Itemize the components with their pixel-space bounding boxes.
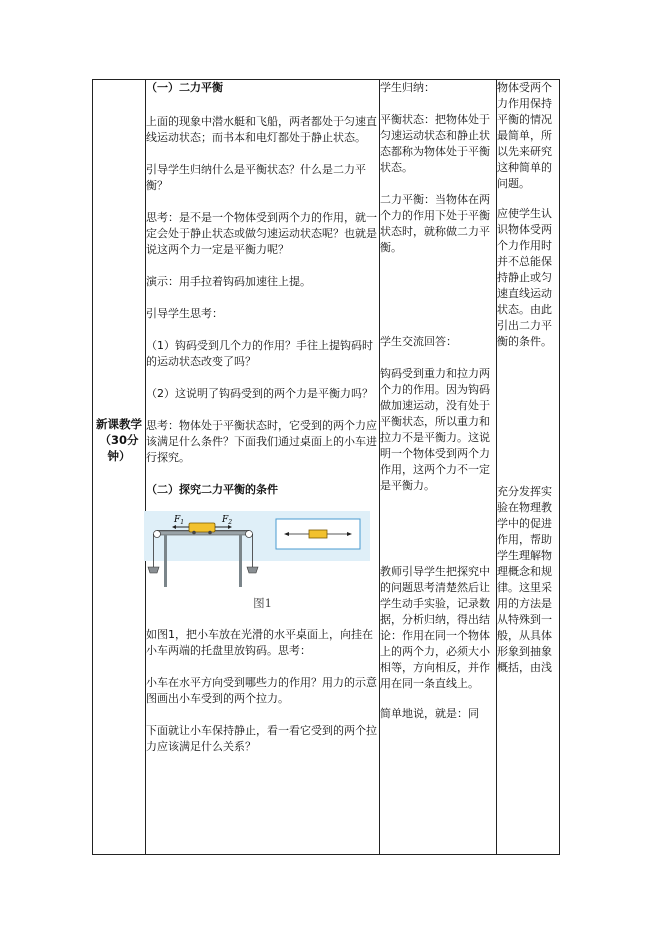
- intent-text: 充分发挥实验在物理教学中的促进作用，帮助学生理解物理概念和规律。这里采用的方法是从特殊到一般，从具体形象到抽象概括，由浅: [497, 485, 552, 674]
- cart-experiment-illustration: [144, 509, 370, 589]
- content-paragraph: 如图1，把小车放在光滑的水平桌面上，向挂在小车两端的托盘里放钩码。思考：: [146, 628, 373, 657]
- weight-tray-right: [247, 567, 258, 573]
- content-paragraph: （1）钩码受到几个力的作用？手往上提钩码时的运动状态改变了吗？: [146, 339, 373, 368]
- stage-duration: （30分钟）: [99, 433, 139, 463]
- table-leg-right: [239, 535, 242, 587]
- content-paragraph: 上面的现象中潜水艇和飞船，两者都处于匀速直线运动状态；而书本和电灯都处于静止状态。: [146, 115, 377, 144]
- intent-text: 物体受两个力作用保持平衡的情况最简单，所以先来研究这种简单的问题。: [497, 81, 552, 190]
- student-text: 二力平衡：当物体在两个力的作用下处于平衡状态时，就称做二力平衡。: [380, 193, 490, 254]
- content-paragraph: 下面就让小车保持静止，看一看它受到的两个拉力应该满足什么关系？: [146, 724, 377, 753]
- student-text: 学生归纳：: [380, 81, 435, 94]
- student-activity-cell: [380, 80, 497, 855]
- student-text: 钩码受到重力和拉力两个力的作用。因为钩码做加速运动，没有处于平衡状态，所以重力和拉力不是平衡力。这说明一个物体受到两个力作用，这两个力不一定是平衡力。: [380, 367, 490, 492]
- stage-title: 新课教学: [96, 417, 142, 431]
- table-leg-left: [164, 535, 167, 587]
- teaching-content-cell: [146, 80, 380, 855]
- content-paragraph: 思考：是不是一个物体受到两个力的作用，就一定会处于静止状态或做匀速运动状态呢？也就是说这两个力一定是平衡力呢？: [146, 211, 377, 256]
- cart-wheel: [192, 531, 196, 535]
- intent-text: 应使学生认识物体受两个力作用时并不总能保持静止或匀速直线运动状态。由此引出二力平衡的条件。: [497, 207, 552, 348]
- weight-tray-left: [148, 567, 159, 573]
- figure-caption: 图1: [253, 596, 272, 610]
- table-row: [93, 80, 560, 855]
- pulley-left: [154, 531, 161, 538]
- content-paragraph: 演示：用手拉着钩码加速往上提。: [146, 275, 311, 288]
- content-paragraph: 思考：物体处于平衡状态时，它受到的两个力应该满足什么条件？下面我们通过桌面上的小车进行探究。: [146, 419, 377, 464]
- section-title-balance: （一）二力平衡: [146, 81, 223, 94]
- cart: [189, 523, 215, 532]
- experiment-figure: [144, 509, 370, 589]
- pulley-right: [246, 531, 253, 538]
- student-text: 学生交流回答：: [380, 335, 457, 348]
- student-text: 平衡状态：把物体处于匀速运动状态和静止状态都称为物体处于平衡状态。: [380, 113, 490, 174]
- section-title-conditions: （二）探究二力平衡的条件: [146, 483, 278, 496]
- design-intent-cell: [497, 80, 560, 855]
- force-label-f2: $F_2$: [222, 515, 233, 526]
- force-label-f1: $F_1$: [174, 515, 185, 526]
- student-text: 教师引导学生把探究中的问题思考清楚然后让学生动手实验，记录数据，分析归纳，得出结论：作用在同一个物体上的两个力，必须大小相等，方向相反，并作用在同一条直线上。: [380, 565, 490, 690]
- student-text: 简单地说，就是：同: [380, 707, 479, 720]
- content-paragraph: 引导学生思考：: [146, 307, 223, 320]
- stage-cell: [93, 80, 146, 855]
- content-paragraph: （2）这说明了钩码受到的两个力是平衡力吗？: [146, 387, 373, 400]
- lesson-plan-table: [92, 79, 560, 855]
- content-paragraph: 小车在水平方向受到哪些力的作用？用力的示意图画出小车受到的两个拉力。: [146, 676, 377, 705]
- top-view-cart: [309, 530, 327, 538]
- content-paragraph: 引导学生归纳什么是平衡状态？什么是二力平衡？: [146, 163, 366, 192]
- cart-wheel: [208, 531, 212, 535]
